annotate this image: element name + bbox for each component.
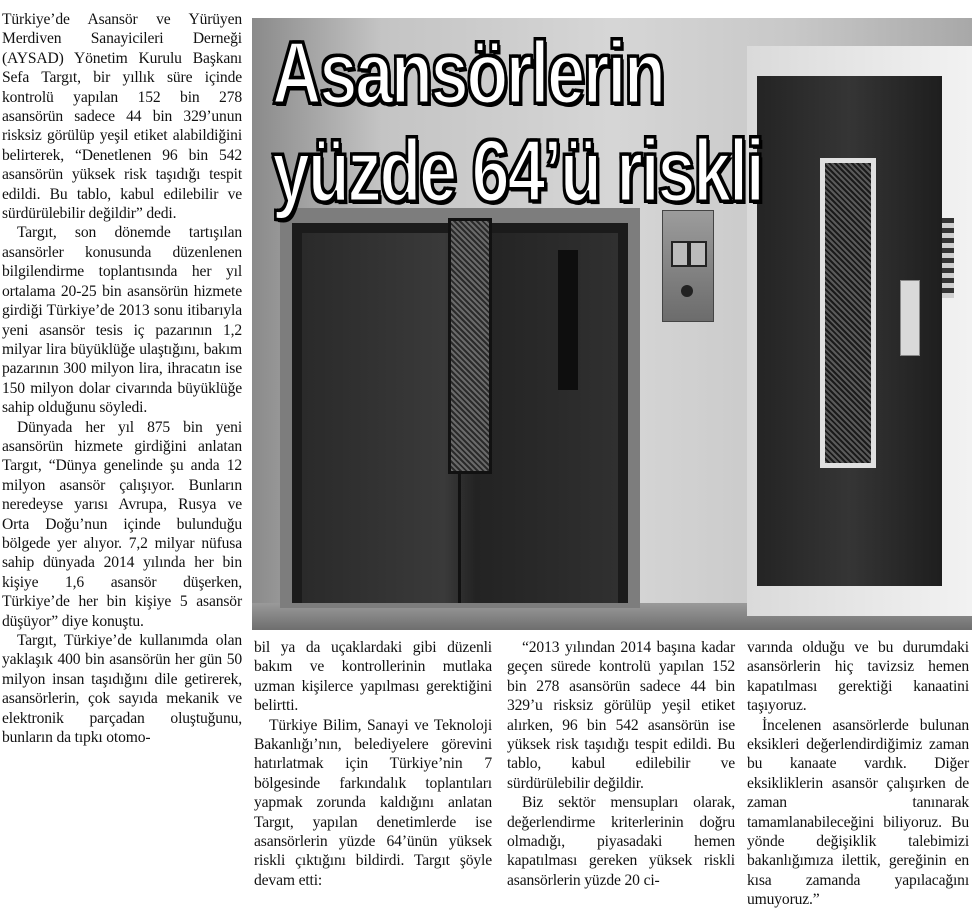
- paragraph: Türkiye Bilim, Sanayi ve Teknoloji Bakanlığı’nın, belediyelere görevini hatırlatmak için Türkiye’nin 7 bölgesinde farkındalık toplantıları yapmak zorunda kaldığını anlatan Targıt, yapılan denetimlerde ise asansörlerin yüzde 64’ünün yüksek riskli çıktığını bildirdi. Targıt şöyle devam etti:: [254, 716, 492, 889]
- paragraph: Targıt, son dönemde tartışılan asansörler konusunda düzenlenen bilgilendirme toplantısında her yıl ortalama 20-25 bin asansörün hizmete girdiği Türkiye’de 2013 sonu itibarıyla yeni asansör tesis iç pazarının 1,2 milyar lira büyüklüğe ulaştığını, bakım pazarının 300 milyon lira, ihracatın ise 150 milyon dolar civarında büyüklüğe sahip olduğunu söyledi.: [2, 224, 242, 417]
- headline-line-1: Asansörlerin: [272, 23, 664, 122]
- paragraph: İncelenen asansörlerde bulunan eksikleri değerlendirdiğimiz zaman bu kanaate vardık. Diğer eksikliklerin asansör çalışırken de zaman tanınarak tamamlanabileceğini biliyoruz. Bu yönde değişiklik talebimizi bakanlığımıza ilettik, gereğinin en kısa zamanda yapılacağını umuyoruz.”: [747, 716, 969, 909]
- article-column-3: [507, 638, 735, 890]
- paragraph: “2013 yılından 2014 başına kadar geçen sürede kontrolü yapılan 152 bin 278 asansörün sadece 44 bin 329’u risksiz görülüp yeşil etiket alırken, 96 bin 542 asansörün ise yüksek risk taşıdığı tespit edildi. Bu tablo, kabul edilebilir ve sürdürülebilir değildir.: [507, 639, 735, 792]
- paragraph: varında olduğu ve bu durumdaki asansörlerin hiç tavizsiz hemen kapatılması gerektiği kanaatini taşıyoruz.: [747, 639, 969, 715]
- left-door-slot: [558, 250, 578, 390]
- right-door-handle: [900, 280, 920, 356]
- headline-line-2: yüzde 64’ü riskli: [272, 121, 763, 220]
- right-door-window: [820, 158, 876, 468]
- floor-indicator-icon: [942, 218, 954, 298]
- paragraph: Dünyada her yıl 875 bin yeni asansörün hizmete girdiğini anlatan Targıt, “Dünya genelinde şu anda 12 milyon asansör çalışıyor. Bunların neredeyse yarısı Avrupa, Rusya ve Orta Doğu’nun içinde bulunduğu bölgede yer alıyor. 7,2 milyar nüfusa sahip dünyada 2014 yılında her bin kişiye 1,6 asansör düşerken, Türkiye’de her bin kişiye 5 asansör düşüyor” diye konuştu.: [2, 418, 242, 630]
- article-column-2: [254, 638, 492, 890]
- left-door-window: [448, 218, 492, 474]
- elevator-call-panel-icon: [662, 210, 714, 322]
- paragraph: bil ya da uçaklardaki gibi düzenli bakım ve kontrollerinin mutlaka uzman kişilerce yapılması gerektiğini belirtti.: [254, 639, 492, 715]
- elevator-photo: [252, 18, 972, 630]
- paragraph: Biz sektör mensupları olarak, değerlendirme kriterlerinin doğru olmadığı, piyasadaki hemen kapatılması gereken yüksek riskli asansörlerin yüzde 20 ci-: [507, 794, 735, 889]
- article-column-4: [747, 638, 969, 910]
- paragraph: Türkiye’de Asansör ve Yürüyen Merdiven Sanayicileri Derneği (AYSAD) Yönetim Kurulu Başkanı Sefa Targıt, bir yıllık süre içinde kontrolü yapılan 152 bin 278 asansörün sadece 44 bin 329’unun risksiz görülüp yeşil etiket alabildiğini belirterek, “Denetlenen 96 bin 542 asansörün yüksek risk taşıdığı tespit edildi. Bu tablo, kabul edilebilir ve sürdürülebilir değildir” dedi.: [2, 11, 242, 223]
- paragraph: Targıt, Türkiye’de kullanımda olan yaklaşık 400 bin asansörün her gün 50 milyon insan taşıdığını dile getirerek, asansörlerin, çok sayıda mekanik ve elektronik parçadan oluştuğunu, bunların da tıpkı otomo-: [2, 632, 242, 747]
- article-column-1: [2, 10, 242, 747]
- headline: [272, 24, 763, 220]
